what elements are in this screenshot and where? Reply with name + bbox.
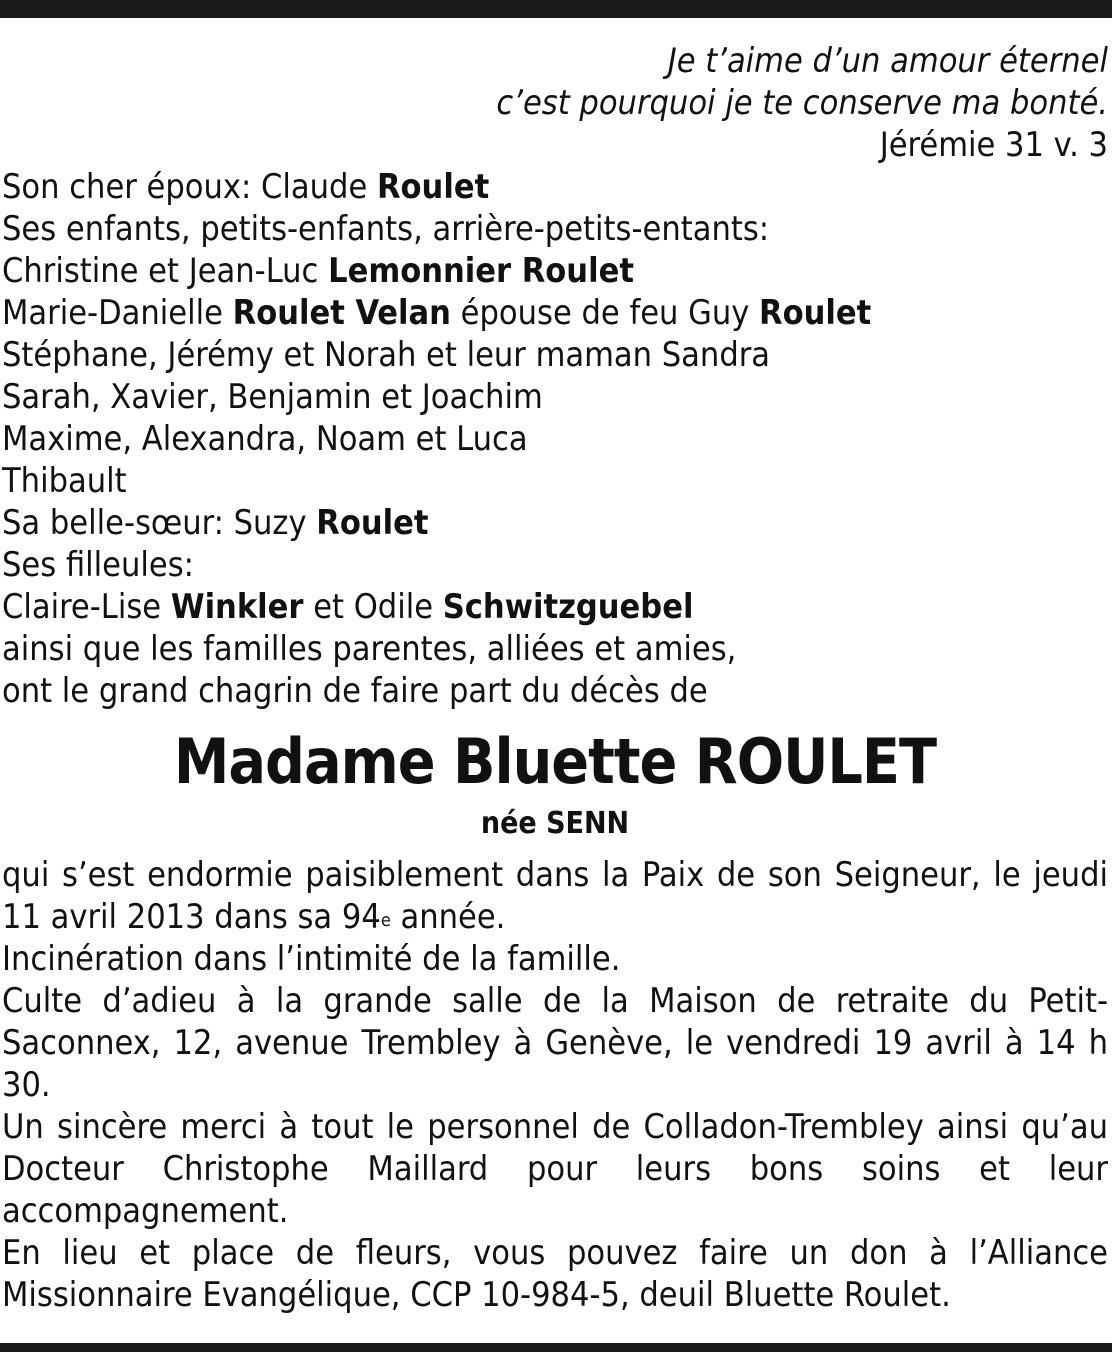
child-line-2: Marie-Danielle Roulet Velan épouse de feu Guy Roulet — [2, 293, 872, 333]
death-paragraph: qui s’est endormie paisiblement dans la Paix de son Seigneur, le jeudi 11 avril 2013 dans sa 94e année. — [2, 855, 1108, 937]
deceased-name: Madame Bluette ROULET — [173, 725, 937, 798]
obituary — [2, 40, 1108, 1316]
bible-verse — [2, 40, 1108, 166]
children-heading: Ses enfants, petits-enfants, arrière-petits-entants: — [2, 209, 770, 249]
thanks-paragraph: Un sincère merci à tout le personnel de Colladon-Trembley ainsi qu’au Docteur Christophe Maillard pour leurs bons soins et leur accompagnement. — [2, 1107, 1108, 1231]
godchildren-line: Claire-Lise Winkler et Odile Schwitzguebel — [2, 587, 694, 627]
verse-line-1: Je t’aime d’un amour éternel — [667, 41, 1108, 81]
top-rule — [0, 0, 1112, 18]
bottom-rule — [0, 1343, 1112, 1352]
verse-reference: Jérémie 31 v. 3 — [879, 125, 1108, 165]
grandchildren-line-3: Maxime, Alexandra, Noam et Luca — [2, 419, 528, 459]
service-paragraph: Culte d’adieu à la grande salle de la Maison de retraite du Petit-Saconnex, 12, avenue Trembley à Genève, le vendredi 19 avril à 14 h 30. — [2, 981, 1108, 1105]
grandchildren-line-1: Stéphane, Jérémy et Norah et leur maman Sandra — [2, 335, 771, 375]
child-line-1: Christine et Jean-Luc Lemonnier Roulet — [2, 251, 634, 291]
sister-in-law-line: Sa belle-sœur: Suzy Roulet — [2, 503, 429, 543]
families-line: ainsi que les familles parentes, alliées et amies, — [2, 629, 737, 669]
family-list — [2, 166, 1108, 712]
announcement-line: ont le grand chagrin de faire part du décès de — [2, 671, 708, 711]
verse-line-2: c’est pourquoi je te conserve ma bonté. — [496, 83, 1108, 123]
donation-paragraph: En lieu et place de fleurs, vous pouvez faire un don à l’Alliance Missionnaire Evangélique, CCP 10-984-5, deuil Bluette Roulet. — [2, 1233, 1108, 1315]
cremation-paragraph: Incinération dans l’intimité de la famille. — [2, 939, 621, 979]
grandchildren-line-2: Sarah, Xavier, Benjamin et Joachim — [2, 377, 543, 417]
godchildren-heading: Ses filleules: — [2, 545, 194, 585]
grandchildren-line-4: Thibault — [2, 461, 127, 501]
maiden-name: née SENN — [480, 806, 630, 841]
spouse-line: Son cher époux: Claude Roulet — [2, 167, 490, 207]
